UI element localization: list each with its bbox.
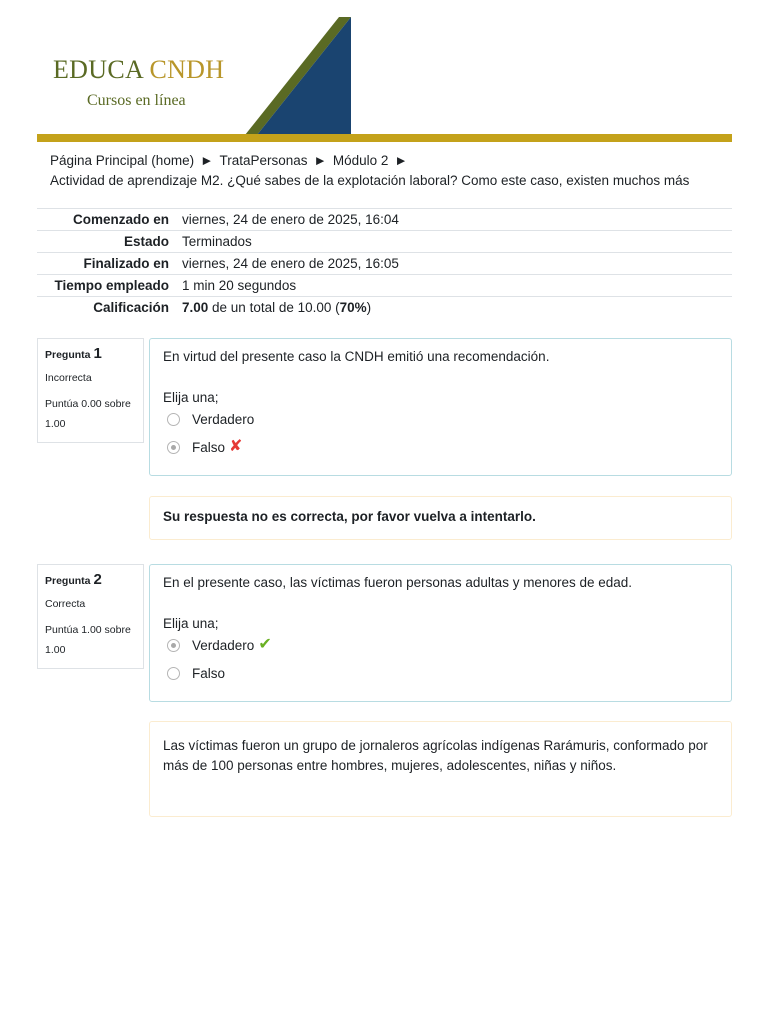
site-header [37, 17, 732, 142]
radio-button-selected[interactable] [167, 441, 180, 454]
grade-percent: 70% [339, 300, 367, 316]
header-divider [37, 134, 732, 142]
summary-value: Terminados [182, 231, 732, 253]
summary-row [37, 209, 732, 231]
question-text: En virtud del presente caso la CNDH emitió una recomendación. [163, 349, 550, 364]
site-logo[interactable] [53, 55, 224, 85]
question-number-value: 2 [93, 571, 102, 588]
summary-row-grade [37, 297, 732, 319]
summary-label: Comenzado en [37, 209, 182, 231]
logo-subtitle: Cursos en línea [87, 92, 186, 109]
question-text: En el presente caso, las víctimas fueron personas adultas y menores de edad. [163, 575, 633, 590]
grade-mid: de un total de 10.00 ( [208, 300, 340, 316]
radio-button[interactable] [167, 413, 180, 426]
answer-label: Falso [192, 439, 226, 455]
breadcrumb-course-link[interactable]: TrataPersonas [219, 153, 308, 168]
breadcrumb-module-link[interactable]: Módulo 2 [332, 153, 389, 168]
question-1-feedback [149, 496, 732, 540]
breadcrumb-separator: ► [313, 153, 327, 168]
summary-row [37, 253, 732, 275]
summary-row [37, 231, 732, 253]
grade-end: ) [366, 300, 372, 316]
feedback-text: Las víctimas fueron un grupo de jornaleros agrícolas indígenas Rarámuris, conformado por más de 100 personas entre hombres, mujeres, adolescentes, niñas y niños. [163, 738, 708, 773]
answer-label: Verdadero [192, 637, 255, 653]
answer-option-falso[interactable] [167, 659, 718, 687]
breadcrumb-separator: ► [200, 153, 214, 168]
question-state: Incorrecta [45, 371, 92, 384]
question-state: Correcta [45, 597, 86, 610]
summary-value: viernes, 24 de enero de 2025, 16:04 [182, 209, 732, 231]
question-label: Pregunta [45, 575, 91, 587]
answer-option-falso[interactable] [167, 433, 718, 461]
quiz-summary-table [37, 208, 732, 319]
question-1-info [37, 338, 144, 443]
logo-text-educa: EDUCA [53, 55, 143, 84]
question-number-value: 1 [93, 345, 102, 362]
feedback-text: Su respuesta no es correcta, por favor vuelva a intentarlo. [163, 509, 536, 524]
grade-value [182, 297, 732, 319]
question-2-info [37, 564, 144, 669]
question-grade: Puntúa 0.00 sobre 1.00 [45, 398, 131, 431]
breadcrumb-home-link[interactable]: Página Principal (home) [50, 153, 195, 168]
answer-label: Verdadero [192, 411, 255, 427]
correct-check-icon: ✔ [258, 636, 272, 653]
breadcrumb-separator: ► [394, 153, 408, 168]
summary-value: viernes, 24 de enero de 2025, 16:05 [182, 253, 732, 275]
summary-label: Finalizado en [37, 253, 182, 275]
answer-option-verdadero[interactable] [167, 405, 718, 433]
radio-button-selected[interactable] [167, 639, 180, 652]
breadcrumb-activity-link[interactable]: Actividad de aprendizaje M2. ¿Qué sabes de la explotación laboral? Como este caso, existen muchos más [50, 173, 690, 188]
logo-graphic [245, 17, 351, 135]
summary-value: 1 min 20 segundos [182, 275, 732, 297]
question-number [45, 344, 136, 364]
question-2-feedback [149, 721, 732, 817]
question-grade: Puntúa 1.00 sobre 1.00 [45, 624, 131, 657]
logo-text-cndh: CNDH [149, 55, 225, 84]
question-label: Pregunta [45, 349, 91, 361]
answer-option-verdadero[interactable] [167, 631, 718, 659]
summary-row [37, 275, 732, 297]
question-2-content [149, 564, 732, 702]
question-1-content [149, 338, 732, 476]
breadcrumb [50, 151, 740, 191]
summary-label: Tiempo empleado [37, 275, 182, 297]
grade-score: 7.00 [182, 300, 209, 316]
summary-label: Calificación [37, 297, 182, 319]
answer-prompt: Elija una; [163, 616, 219, 631]
summary-label: Estado [37, 231, 182, 253]
radio-button[interactable] [167, 667, 180, 680]
question-number [45, 570, 136, 590]
answer-label: Falso [192, 665, 226, 681]
answer-prompt: Elija una; [163, 390, 219, 405]
incorrect-icon: ✘ [229, 438, 243, 455]
